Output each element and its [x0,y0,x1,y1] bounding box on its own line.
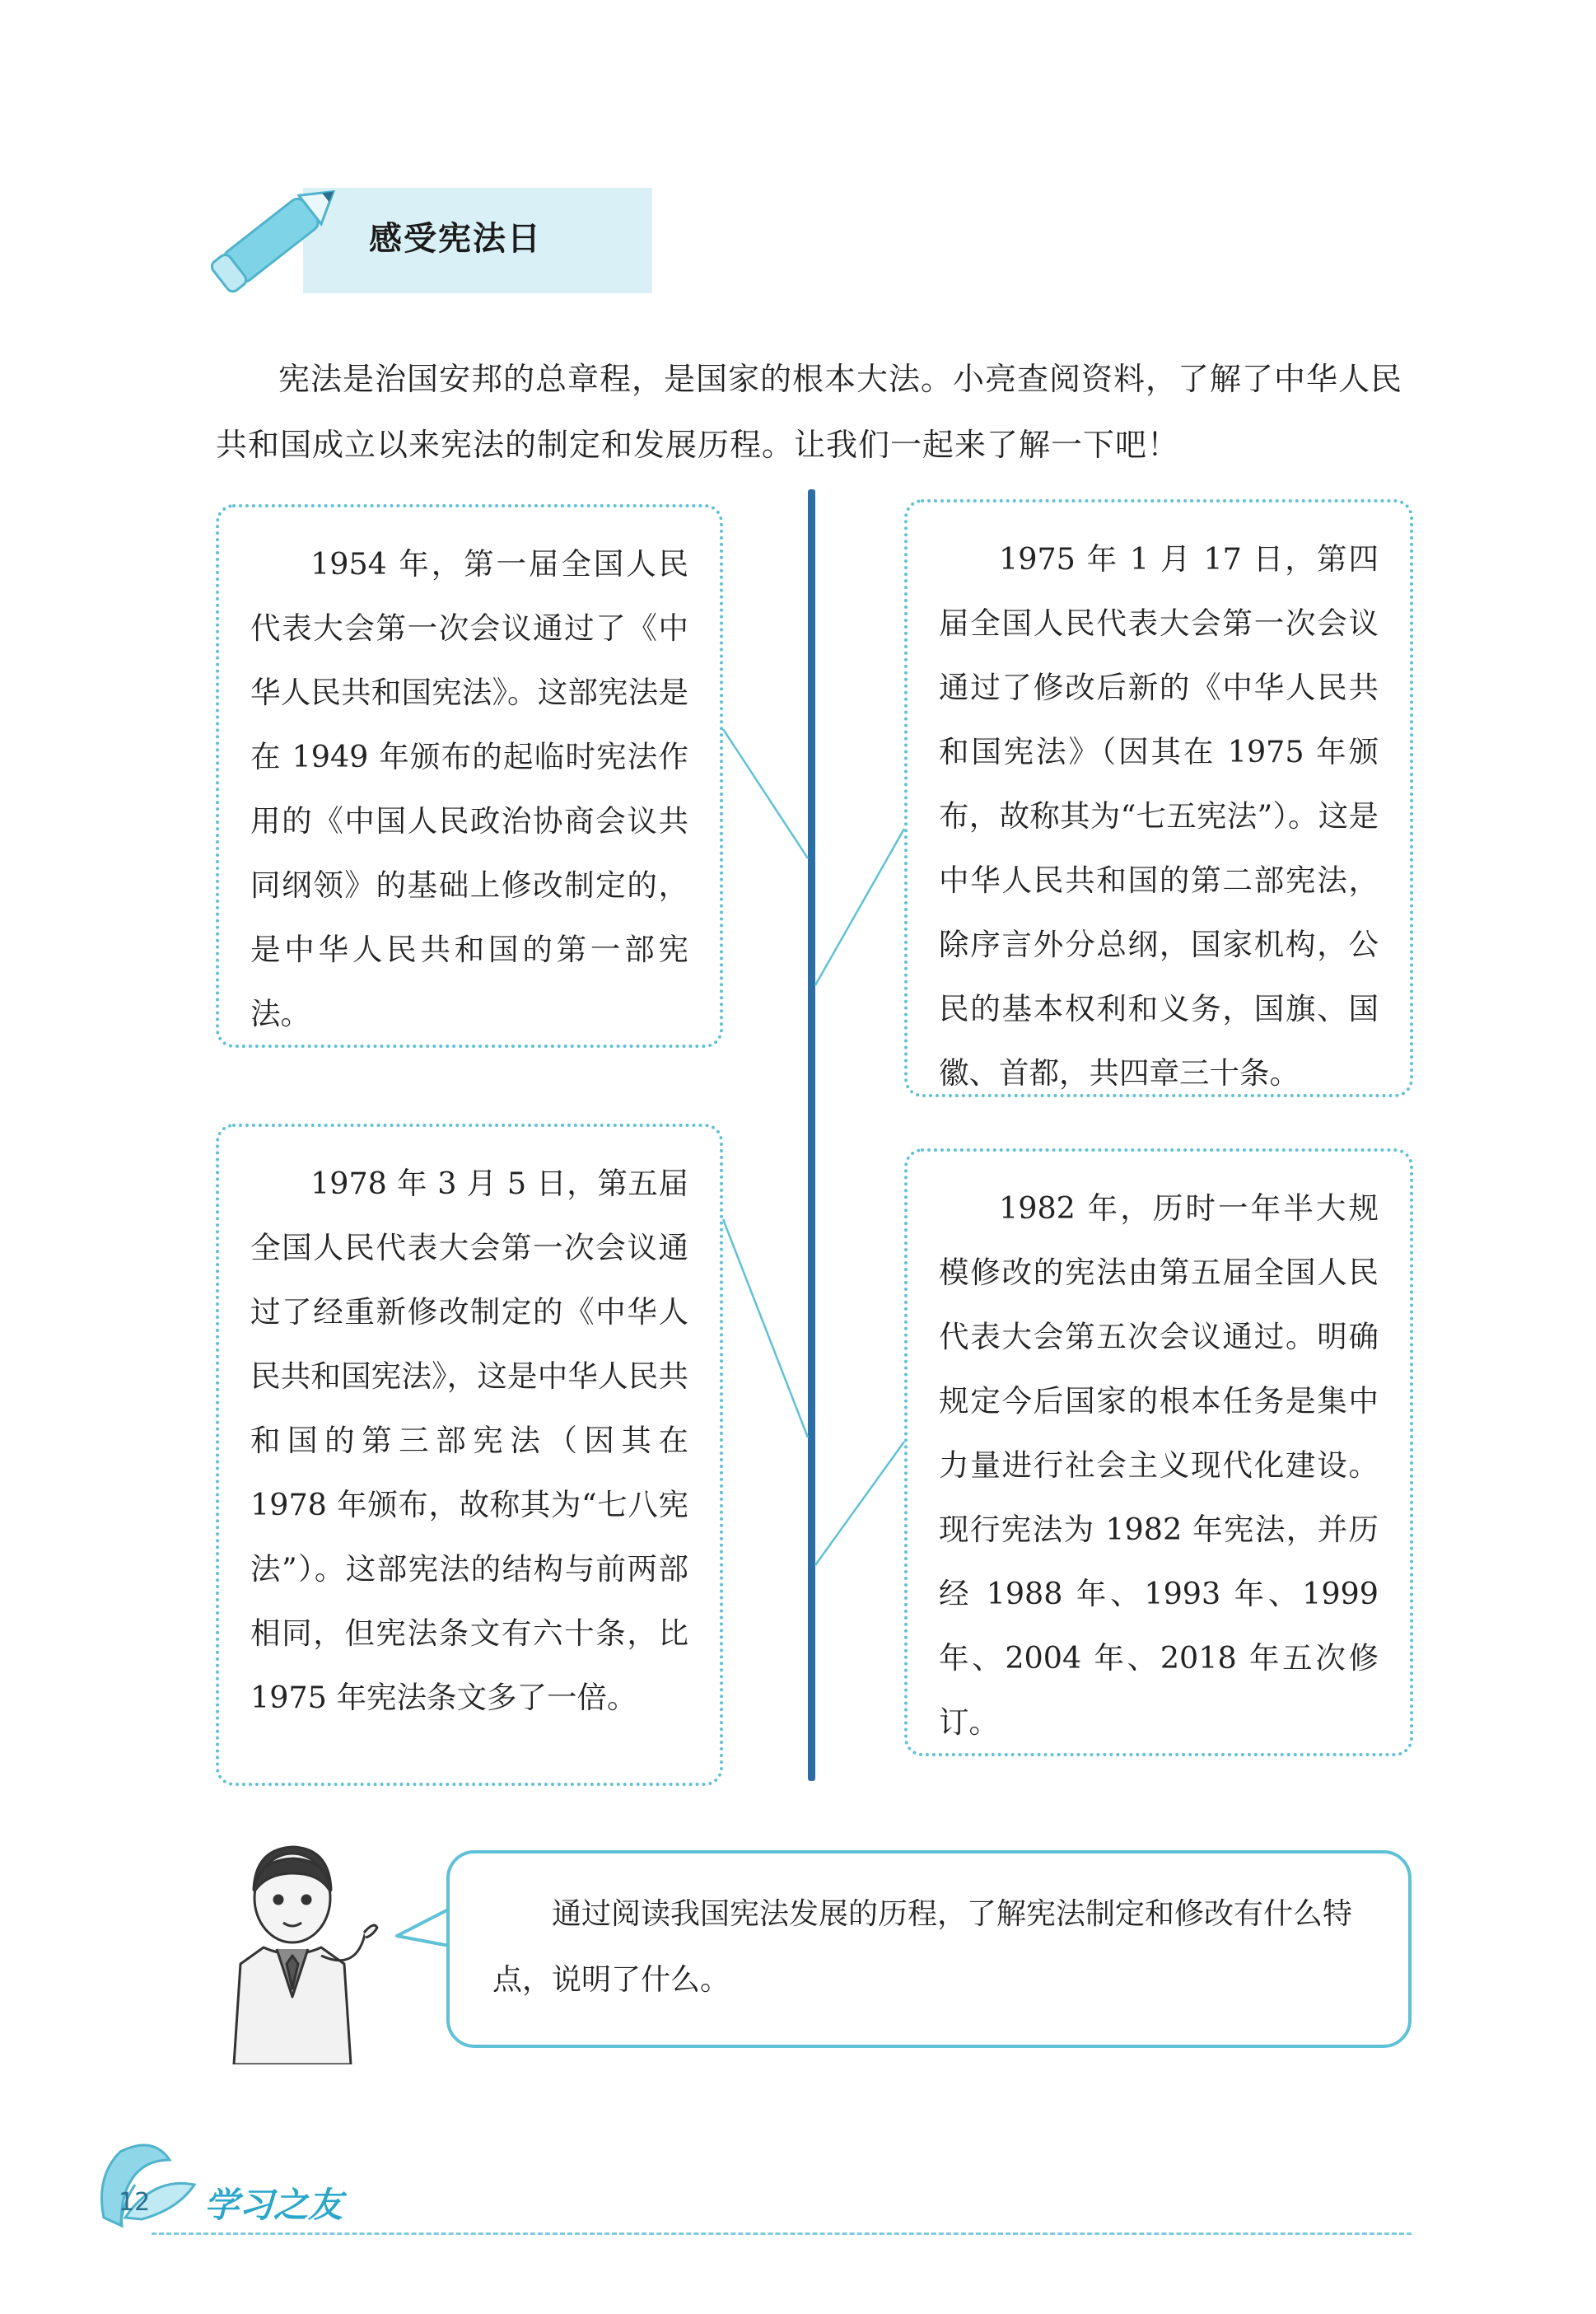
speech-bubble [446,1850,1412,2048]
pencil-icon [188,165,352,313]
timeline-bar [808,489,815,1781]
intro-text: 宪法是治国安邦的总章程，是国家的根本大法。小亮查阅资料，了解了中华人民共和国成立以来宪法的制定和发展历程。让我们一起来了解一下吧！ [216,361,1403,463]
timeline-text-1982: 1982 年，历时一年半大规模修改的宪法由第五届全国人民代表大会第五次会议通过。明确规定今后国家的根本任务是集中力量进行社会主义现代化建设。现行宪法为 1982 年宪法，并历经 1988 年、1993 年、1999 年、2004 年、2018 年五次修订。 [939,1190,1379,1740]
timeline-text-1954: 1954 年，第一届全国人民代表大会第一次会议通过了《中华人民共和国宪法》。这部宪法是在 1949 年颁布的起临时宪法作用的《中国人民政治协商会议共同纲领》的基础上修改制定的，是中华人民共和国的第一部宪法。 [250,546,688,1031]
timeline-text-1978: 1978 年 3 月 5 日，第五届全国人民代表大会第一次会议通过了经重新修改制定的《中华人民共和国宪法》，这是中华人民共和国的第三部宪法（因其在 1978 年颁布，故称其为“七八宪法”）。这部宪法的结构与前两部相同，但宪法条文有六十条，比 1975 年宪法条文多了一倍。 [250,1166,688,1715]
boy-illustration [204,1832,379,2064]
timeline-box-1978 [216,1124,723,1786]
timeline-box-1982 [904,1148,1413,1756]
connector-1954 [723,729,808,858]
connector-1978 [723,1219,808,1437]
timeline-box-1975 [904,499,1413,1097]
section-title: 感受宪法日 [369,220,542,258]
brand-logo: 学习之友 [204,2185,343,2225]
footer-divider [152,2232,1412,2235]
page-number: 12 [119,2188,151,2217]
connector-1982 [815,1442,904,1565]
intro-paragraph [216,346,1418,478]
connector-1975 [815,829,904,985]
prompt-text: 通过阅读我国宪法发展的历程，了解宪法制定和修改有什么特点，说明了什么。 [492,1897,1353,1997]
timeline-text-1975: 1975 年 1 月 17 日，第四届全国人民代表大会第一次会议通过了修改后新的《中华人民共和国宪法》（因其在 1975 年颁布，故称其为“七五宪法”）。这是中华人民共和国的第二部宪法，除序言外分总纲，国家机构，公民的基本权利和义务，国旗、国徽、首都，共四章三十条。 [939,541,1379,1091]
timeline-box-1954 [216,504,723,1048]
